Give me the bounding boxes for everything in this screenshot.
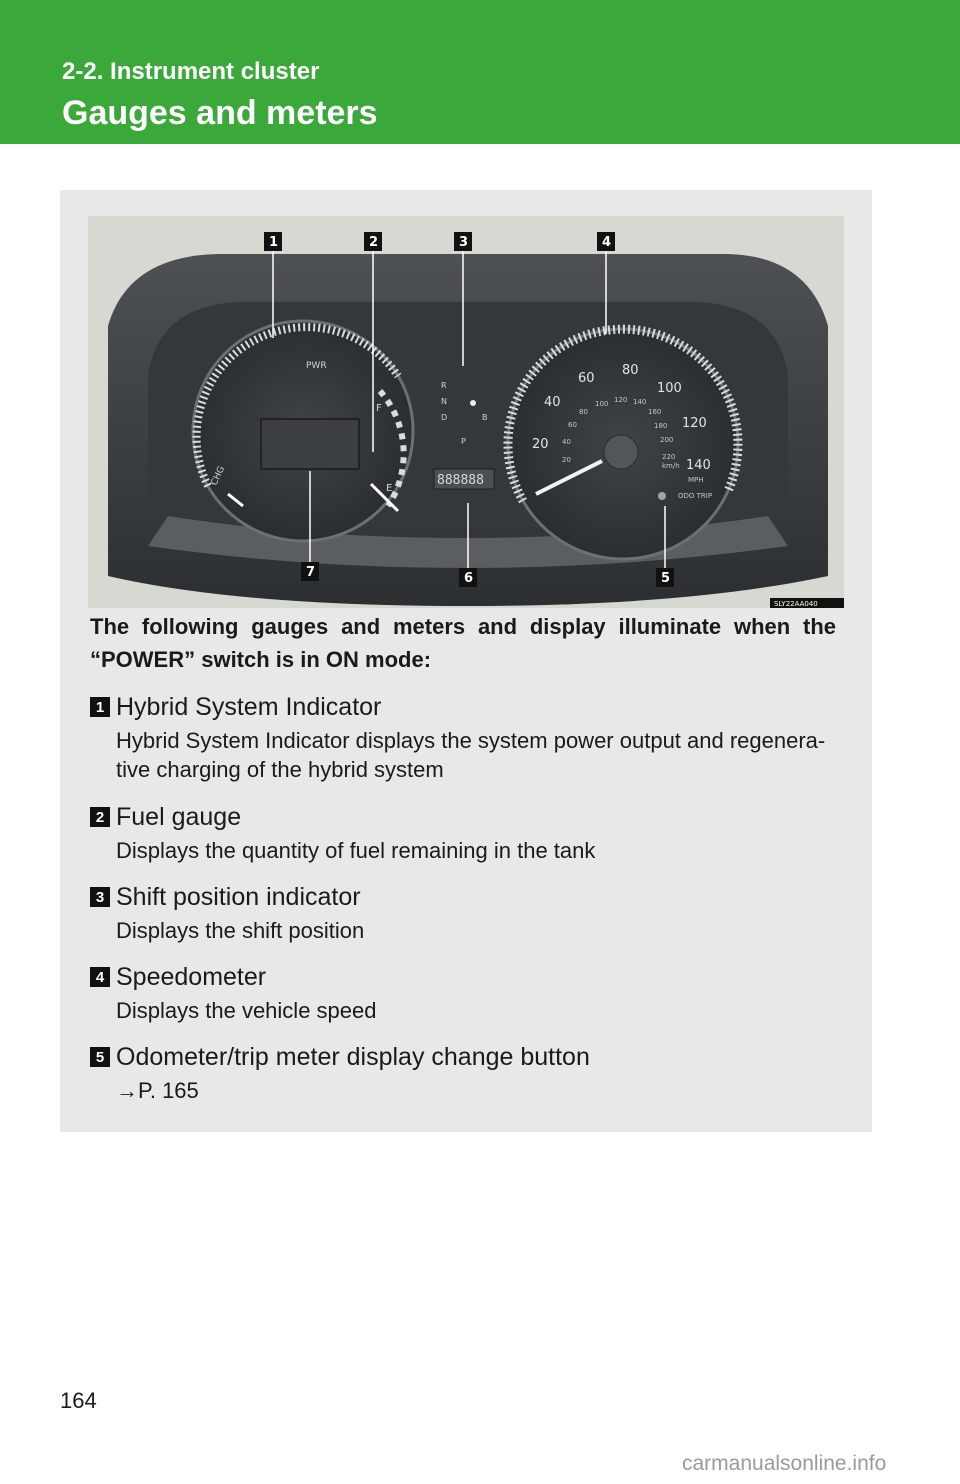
item-odometer-trip-button bbox=[90, 1040, 850, 1105]
shift-dot bbox=[470, 400, 476, 406]
mph-unit-label: MPH bbox=[688, 476, 704, 484]
kmh-160-label: 160 bbox=[648, 408, 662, 416]
page-number: 164 bbox=[60, 1388, 97, 1413]
kmh-unit-label: km/h bbox=[662, 462, 680, 470]
kmh-180-label: 180 bbox=[654, 422, 668, 430]
kmh-20-label: 20 bbox=[562, 456, 571, 464]
callout-1: 1 bbox=[269, 235, 279, 250]
chg-label: CHG bbox=[209, 464, 228, 488]
item-title: Odometer/trip meter display change button bbox=[116, 1043, 590, 1071]
callout-6: 6 bbox=[464, 571, 474, 586]
watermark: carmanualsonline.info bbox=[682, 1452, 887, 1475]
item-description: Hybrid System Indicator displays the system power output and regenera-tive charging of the hybrid system bbox=[116, 728, 826, 782]
item-title: Hybrid System Indicator bbox=[116, 693, 382, 721]
shift-d-label: D bbox=[441, 413, 448, 422]
mph-140-label: 140 bbox=[686, 458, 711, 473]
shift-p-label: P bbox=[461, 437, 466, 446]
item-number-badge: 2 bbox=[90, 807, 110, 827]
odo-trip-button bbox=[658, 492, 666, 500]
callout-2: 2 bbox=[369, 235, 379, 250]
fuel-full-label: F bbox=[376, 403, 382, 414]
mph-100-label: 100 bbox=[657, 381, 682, 396]
odo-trip-button-label: ODO TRIP bbox=[678, 492, 713, 500]
item-number-badge: 4 bbox=[90, 967, 110, 987]
page-reference-link[interactable]: →P. 165 bbox=[116, 1078, 199, 1103]
item-shift-position-indicator bbox=[90, 880, 850, 945]
kmh-200-label: 200 bbox=[660, 436, 674, 444]
chapter-header bbox=[0, 0, 960, 144]
item-title: Fuel gauge bbox=[116, 803, 242, 831]
section-title: 2-2. Instrument cluster bbox=[62, 58, 320, 85]
item-speedometer bbox=[90, 960, 850, 1025]
item-title: Shift position indicator bbox=[116, 883, 361, 911]
shift-r-label: R bbox=[441, 381, 447, 390]
page-title: Gauges and meters bbox=[62, 94, 378, 132]
item-number-badge: 5 bbox=[90, 1047, 110, 1067]
content-panel bbox=[60, 190, 872, 1132]
kmh-120-label: 120 bbox=[614, 396, 628, 404]
instrument-cluster-figure bbox=[88, 216, 844, 608]
odometer-digits: 888888 bbox=[437, 473, 484, 488]
item-description: Displays the shift position bbox=[116, 918, 365, 943]
kmh-60-label: 60 bbox=[568, 421, 577, 429]
pwr-label: PWR bbox=[306, 361, 327, 371]
kmh-100-label: 100 bbox=[595, 400, 609, 408]
callout-4: 4 bbox=[602, 235, 612, 250]
instrument-cluster-illustration bbox=[88, 216, 844, 608]
kmh-40-label: 40 bbox=[562, 438, 571, 446]
kmh-220-label: 220 bbox=[662, 453, 676, 461]
kmh-80-label: 80 bbox=[579, 408, 588, 416]
figure-code: SLY22AA040 bbox=[774, 600, 818, 608]
callout-5: 5 bbox=[661, 571, 671, 586]
mph-20-label: 20 bbox=[532, 437, 549, 452]
item-number-badge: 1 bbox=[90, 697, 110, 717]
mph-80-label: 80 bbox=[622, 363, 639, 378]
mph-60-label: 60 bbox=[578, 371, 595, 386]
item-title: Speedometer bbox=[116, 963, 267, 991]
mph-40-label: 40 bbox=[544, 395, 561, 410]
shift-n-label: N bbox=[441, 397, 447, 406]
multi-info-display bbox=[261, 419, 359, 469]
item-hybrid-system-indicator bbox=[90, 690, 850, 784]
item-number-badge: 3 bbox=[90, 887, 110, 907]
kmh-140-label: 140 bbox=[633, 398, 647, 406]
callout-3: 3 bbox=[459, 235, 469, 250]
callout-7: 7 bbox=[306, 565, 316, 580]
fuel-empty-label: E bbox=[386, 483, 393, 494]
item-description: Displays the vehicle speed bbox=[116, 998, 377, 1023]
item-description: Displays the quantity of fuel remaining in the tank bbox=[116, 838, 596, 863]
mph-120-label: 120 bbox=[682, 416, 707, 431]
item-fuel-gauge bbox=[90, 800, 850, 865]
intro-paragraph: The following gauges and meters and display illuminate when the “POWER” switch is in ON mode: bbox=[90, 614, 836, 672]
shift-b-label: B bbox=[482, 413, 488, 422]
speedometer-hub bbox=[604, 435, 638, 469]
